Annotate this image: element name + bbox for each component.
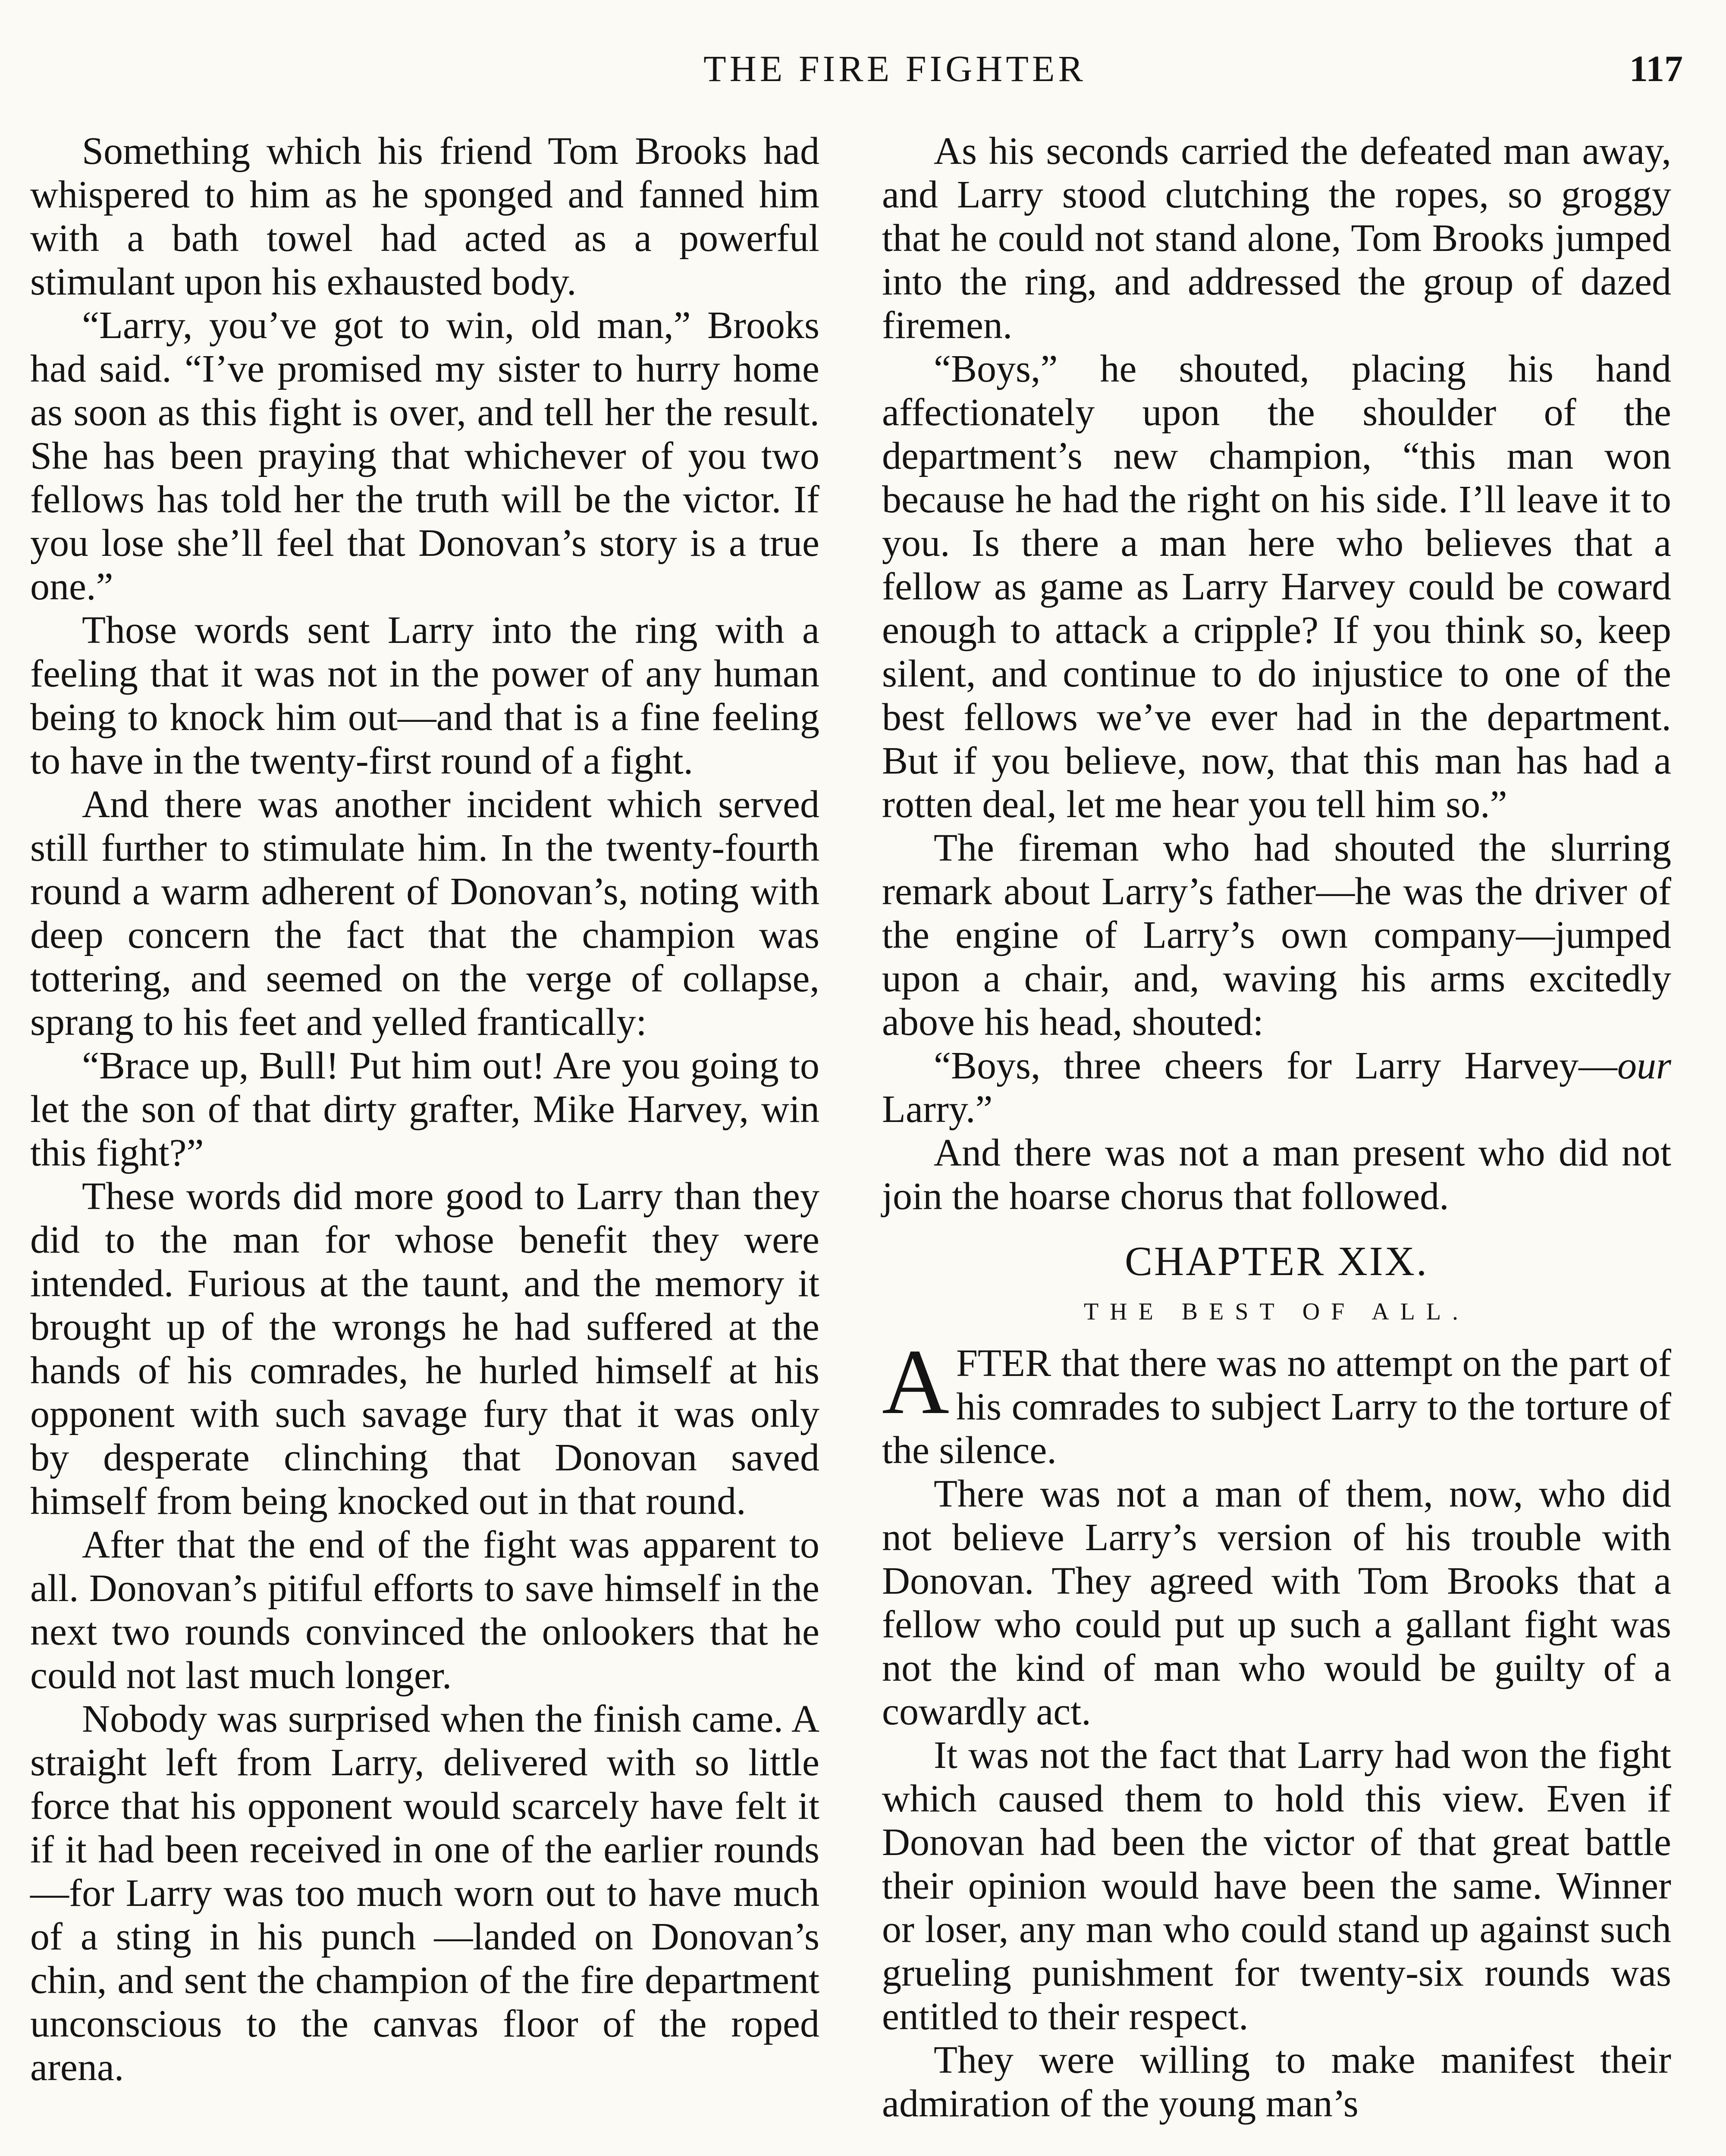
cheer-text-end: Larry.” bbox=[882, 1088, 993, 1131]
paragraph: As his seconds carried the defeated man away, and Larry stood clutching the ropes, so groggy that he could not stand alone, Tom Brooks jumped into the ring, and addressed the group of dazed firemen. bbox=[882, 130, 1671, 347]
chapter-subtitle: THE BEST OF ALL. bbox=[1083, 1298, 1470, 1325]
paragraph: These words did more good to Larry than they did to the man for whose benefit they were intended. Furious at the taunt, and the memory it brought up of the wrongs he had suffered at the hands of his comrades, he hurled himself at his opponent with such savage fury that it was only by desperate clinching that Donovan saved himself from being knocked out in that round. bbox=[30, 1175, 819, 1523]
opening-text: FTER that there was no attempt on the part of his comrades to subject Larry to the torture of the silence. bbox=[882, 1342, 1671, 1472]
drop-cap: A bbox=[882, 1330, 949, 1433]
chapter-opening-paragraph bbox=[882, 1330, 1671, 1472]
paragraph: It was not the fact that Larry had won the fight which caused them to hold this view. Even if Donovan had been the victor of that great battle their opinion would have been the same. Winner or loser, any man who could stand up against such grueling punishment for twenty-six rounds was entitled to their respect. bbox=[882, 1734, 1671, 2038]
cheer-text-start: “Boys, three cheers for Larry Harvey— bbox=[934, 1044, 1617, 1087]
paragraph: “Brace up, Bull! Put him out! Are you going to let the son of that dirty grafter, Mike Harvey, win this fight?” bbox=[30, 1044, 819, 1174]
paragraph: The fireman who had shouted the slurring remark about Larry’s father—he was the driver of the engine of Larry’s own company—jumped upon a chair, and, waving his arms excitedly above his head, shouted: bbox=[882, 827, 1671, 1044]
paragraph: “Larry, you’ve got to win, old man,” Brooks had said. “I’ve promised my sister to hurry home as soon as this fight is over, and tell her the result. She has been praying that whichever of you two fellows has told her the truth will be the victor. If you lose she’ll feel that Donovan’s story is a true one.” bbox=[30, 304, 819, 608]
paragraph: Nobody was surprised when the finish came. A straight left from Larry, delivered with so little force that his opponent would scarcely have felt it if it had been received in one of the earlier rounds—for Larry was too much worn out to have much of a sting in his punch —landed on Donovan’s chin, and sent the champion of the fire department unconscious to the canvas floor of the roped arena. bbox=[30, 1698, 819, 2089]
chapter-heading: CHAPTER XIX. bbox=[1124, 1238, 1428, 1284]
page-header bbox=[0, 45, 1726, 92]
paragraph: “Boys,” he shouted, placing his hand affectionately upon the shoulder of the department’s new champion, “this man won because he had the right on his side. I’ll leave it to you. Is there a man here who believes that a fellow as game as Larry Harvey could be coward enough to attack a cripple? If you think so, keep silent, and continue to do injustice to one of the best fellows we’ve ever had in the department. But if you believe, now, that this man has had a rotten deal, let me hear you tell him so.” bbox=[882, 348, 1671, 826]
paragraph: There was not a man of them, now, who did not believe Larry’s version of his trouble with Donovan. They agreed with Tom Brooks that a fellow who could put up such a gallant fight was not the kind of man who would be guilty of a cowardly act. bbox=[882, 1473, 1671, 1733]
page-number: 117 bbox=[1629, 48, 1683, 89]
left-column bbox=[30, 129, 819, 2089]
paragraph: Something which his friend Tom Brooks had whispered to him as he sponged and fanned him with a bath towel had acted as a powerful stimulant upon his exhausted body. bbox=[30, 130, 819, 303]
running-title: THE FIRE FIGHTER bbox=[703, 48, 1086, 89]
paragraph: They were willing to make manifest their admiration of the young man’s bbox=[882, 2039, 1671, 2125]
cheer-emphasis: our bbox=[1617, 1044, 1671, 1087]
paragraph: Those words sent Larry into the ring with a feeling that it was not in the power of any human being to knock him out—and that is a fine feeling to have in the twenty-first round of a fight. bbox=[30, 609, 819, 782]
paragraph: And there was not a man present who did not join the hoarse chorus that followed. bbox=[882, 1131, 1671, 1218]
paragraph: After that the end of the fight was apparent to all. Donovan’s pitiful efforts to save himself in the next two rounds convinced the onlookers that he could not last much longer. bbox=[30, 1523, 819, 1697]
paragraph: And there was another incident which served still further to stimulate him. In the twenty-fourth round a warm adherent of Donovan’s, noting with deep concern the fact that the champion was tottering, and seemed on the verge of collapse, sprang to his feet and yelled frantically: bbox=[30, 783, 819, 1044]
right-column bbox=[882, 129, 1671, 2125]
cheer-paragraph bbox=[882, 1044, 1671, 1131]
